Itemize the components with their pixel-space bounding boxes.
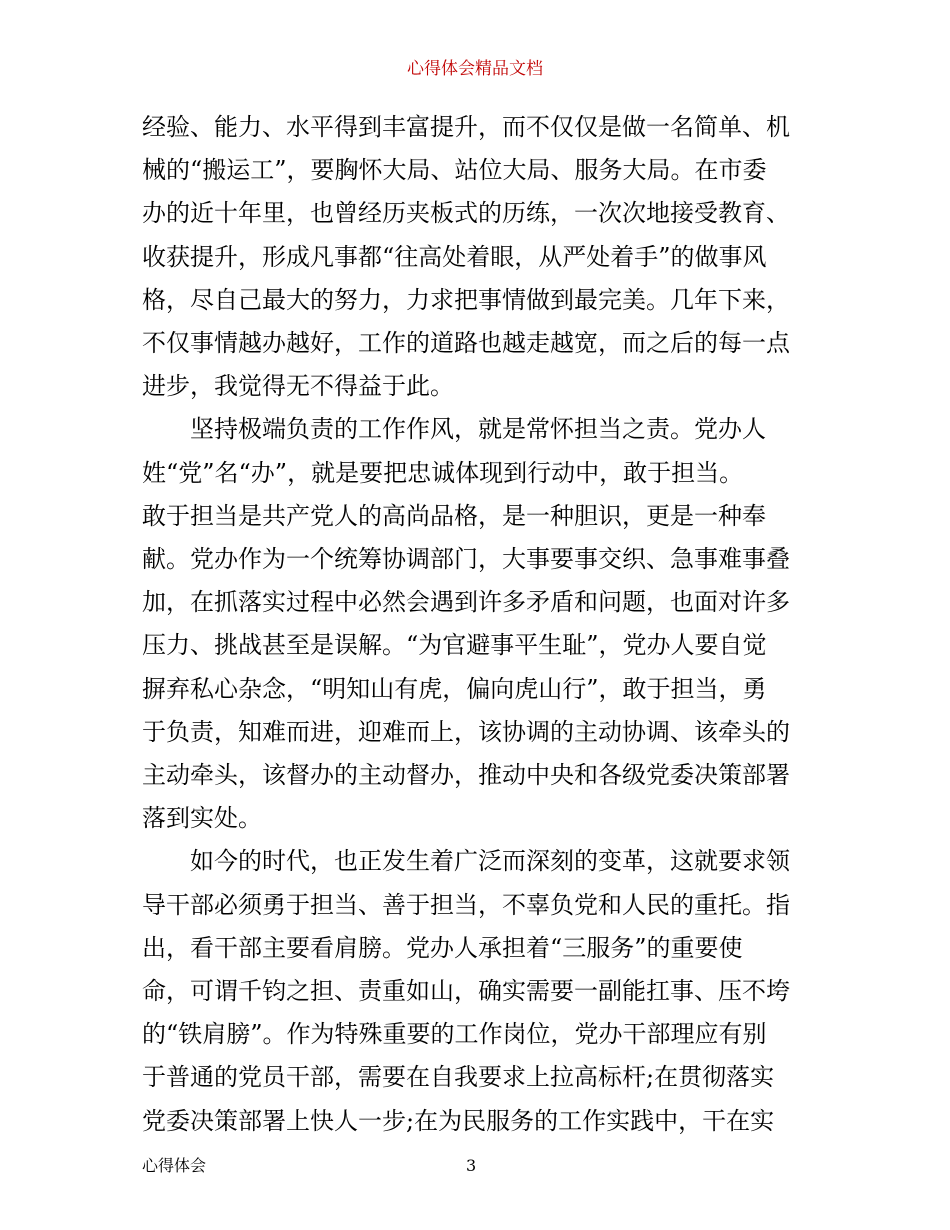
text-line: 格，尽自己最大的努力，力求把事情做到最完美。几年下来， [142, 285, 790, 314]
text-line: 械的“搬运工”，要胸怀大局、站位大局、服务大局。在市委 [142, 156, 767, 185]
text-line: 不仅事情越办越好，工作的道路也越走越宽，而之后的每一点 [142, 329, 790, 358]
text-line: 如今的时代，也正发生着广泛而深刻的变革，这就要求领 [190, 847, 790, 876]
text-line: 的“铁肩膀”。作为特殊重要的工作岗位，党办干部理应有别 [142, 1020, 767, 1049]
text-line: 姓“党”名“办”，就是要把忠诚体现到行动中，敢于担当。 [142, 458, 744, 487]
text-line: 加，在抓落实过程中必然会遇到许多矛盾和问题，也面对许多 [142, 588, 790, 617]
text-line: 主动牵头，该督办的主动督办，推动中央和各级党委决策部署 [142, 761, 790, 790]
document-header-title: 心得体会精品文档 [407, 59, 543, 79]
text-line: 落到实处。 [142, 804, 262, 833]
paragraph-1 [142, 106, 812, 408]
paragraph-2 [142, 408, 812, 840]
text-line: 出，看干部主要看肩膀。党办人承担着“三服务”的重要使 [142, 933, 743, 962]
footer-label: 心得体会 [142, 1156, 207, 1175]
text-line: 于普通的党员干部，需要在自我要求上拉高标杆;在贯彻落实 [142, 1063, 775, 1092]
text-line: 摒弃私心杂念，“明知山有虎，偏向虎山行”，敢于担当，勇 [142, 674, 767, 703]
text-line: 办的近十年里，也曾经历夹板式的历练，一次次地接受教育、 [142, 199, 790, 228]
text-line: 坚持极端负责的工作作风，就是常怀担当之责。党办人 [190, 415, 766, 444]
text-line: 献。党办作为一个统筹协调部门，大事要事交织、急事难事叠 [142, 545, 790, 574]
text-line: 经验、能力、水平得到丰富提升，而不仅仅是做一名简单、机 [142, 113, 790, 141]
text-line: 命，可谓千钧之担、责重如山，确实需要一副能扛事、压不垮 [142, 977, 790, 1006]
text-line: 敢于担当是共产党人的高尚品格，是一种胆识，更是一种奉 [142, 501, 766, 530]
page-number: 3 [466, 1156, 477, 1175]
text-line: 压力、挑战甚至是误解。“为官避事平生耻”，党办人要自觉 [142, 631, 767, 660]
document-body [142, 106, 812, 1143]
text-line: 导干部必须勇于担当、善于担当，不辜负党和人民的重托。指 [142, 890, 790, 919]
text-line: 收获提升，形成凡事都“往高处着眼，从严处着手”的做事风 [142, 242, 767, 271]
paragraph-3 [142, 840, 812, 1142]
text-line: 党委决策部署上快人一步;在为民服务的工作实践中，干在实 [142, 1106, 775, 1135]
text-line: 进步，我觉得无不得益于此。 [142, 372, 454, 401]
text-line: 于负责，知难而进，迎难而上，该协调的主动协调、该牵头的 [142, 717, 790, 746]
